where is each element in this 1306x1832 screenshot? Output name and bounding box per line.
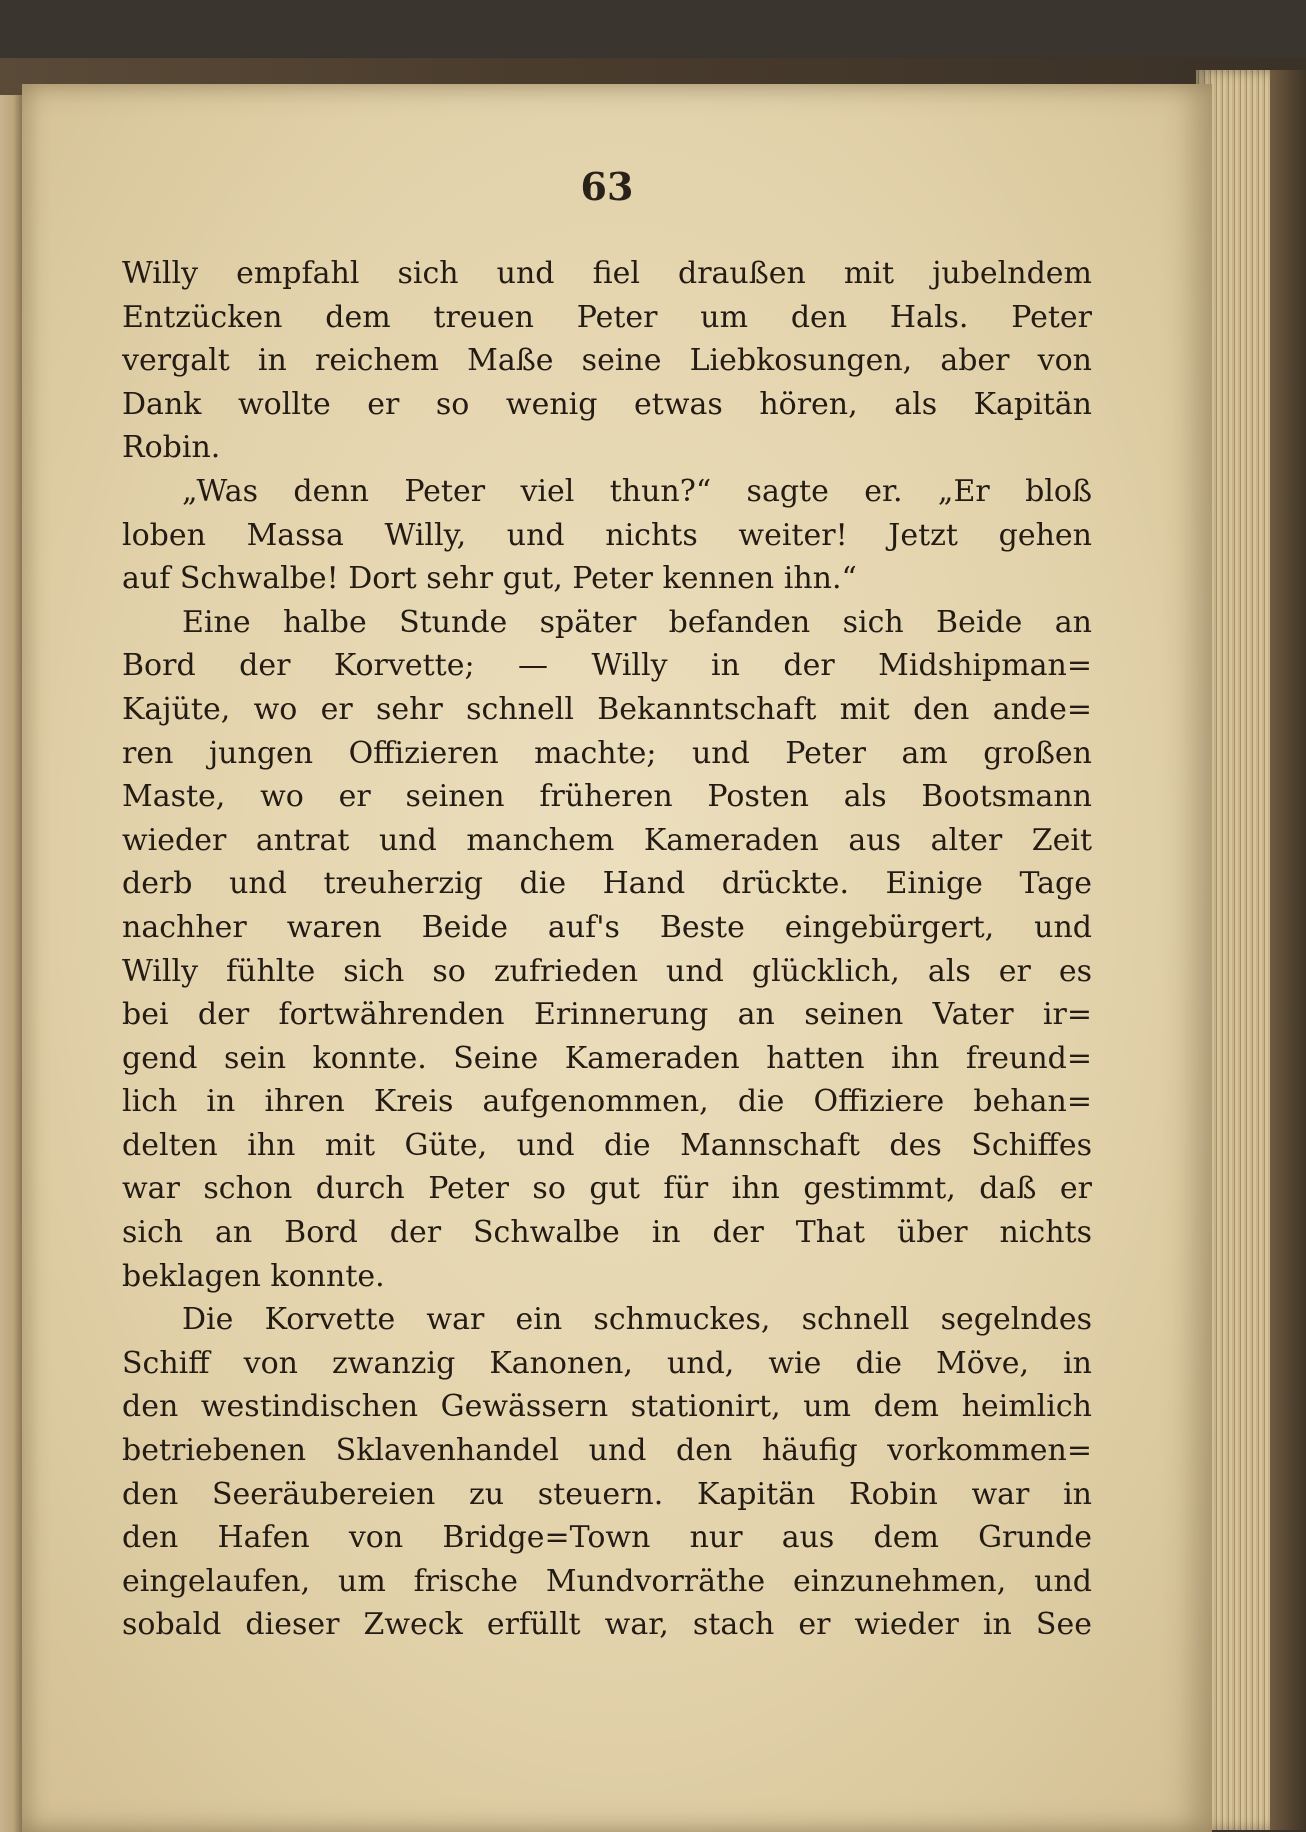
text-line: sobald dieser Zweck erfüllt war, stach er wieder in See — [122, 1607, 1092, 1643]
text-line: den westindischen Gewässern stationirt, um dem heimlich — [122, 1389, 1092, 1425]
text-line: vergalt in reichem Maße seine Liebkosungen, aber von — [122, 343, 1092, 379]
page-number: 63 — [580, 164, 634, 209]
body-text — [122, 252, 1092, 1647]
text-line: den Seeräubereien zu steuern. Kapitän Robin war in — [122, 1476, 1092, 1512]
text-line: gend sein konnte. Seine Kameraden hatten ihn freund= — [122, 1040, 1092, 1076]
book-spine-edge — [1270, 70, 1306, 1830]
text-line: derb und treuherzig die Hand drückte. Einige Tage — [122, 866, 1092, 902]
left-page-edge — [0, 95, 22, 1832]
text-line: Robin. — [122, 430, 221, 466]
text-line: sich an Bord der Schwalbe in der That über nichts — [122, 1215, 1092, 1251]
text-line: bei der fortwährenden Erinnerung an seinen Vater ir= — [122, 997, 1092, 1033]
text-line: wieder antrat und manchem Kameraden aus alter Zeit — [122, 822, 1092, 858]
text-line: Maste, wo er seinen früheren Posten als Bootsmann — [122, 779, 1092, 815]
text-line: loben Massa Willy, und nichts weiter! Jetzt gehen — [122, 517, 1092, 553]
text-line: „Was denn Peter viel thun?“ sagte er. „Er bloß — [182, 473, 1092, 509]
book-page — [22, 84, 1212, 1832]
text-line: Willy empfahl sich und fiel draußen mit jubelndem — [122, 256, 1092, 291]
text-line: Entzücken dem treuen Peter um den Hals. Peter — [122, 299, 1092, 335]
text-line: eingelaufen, um frische Mundvorräthe einzunehmen, und — [122, 1563, 1092, 1599]
text-line: lich in ihren Kreis aufgenommen, die Offiziere behan= — [122, 1084, 1092, 1120]
text-line: nachher waren Beide auf's Beste eingebürgert, und — [122, 909, 1092, 945]
text-line: Willy fühlte sich so zufrieden und glücklich, als er es — [122, 953, 1092, 989]
text-line: delten ihn mit Güte, und die Mannschaft des Schiffes — [122, 1127, 1092, 1163]
text-line: betriebenen Sklavenhandel und den häufig vorkommen= — [122, 1433, 1092, 1469]
text-line: Dank wollte er so wenig etwas hören, als Kapitän — [122, 386, 1092, 422]
text-line: Die Korvette war ein schmuckes, schnell segelndes — [182, 1302, 1092, 1338]
text-line: Bord der Korvette; — Willy in der Midshipman= — [122, 648, 1092, 684]
text-line: war schon durch Peter so gut für ihn gestimmt, daß er — [122, 1171, 1092, 1207]
text-line: beklagen konnte. — [122, 1258, 385, 1294]
text-line: Kajüte, wo er sehr schnell Bekanntschaft mit den ande= — [122, 691, 1092, 727]
text-line: auf Schwalbe! Dort sehr gut, Peter kennen ihn.“ — [122, 561, 857, 597]
text-line: Eine halbe Stunde später befanden sich Beide an — [182, 604, 1092, 640]
text-line: ren jungen Offizieren machte; und Peter am großen — [122, 735, 1092, 771]
text-line: Schiff von zwanzig Kanonen, und, wie die Möve, in — [122, 1345, 1092, 1381]
text-line: den Hafen von Bridge=Town nur aus dem Grunde — [122, 1520, 1092, 1556]
